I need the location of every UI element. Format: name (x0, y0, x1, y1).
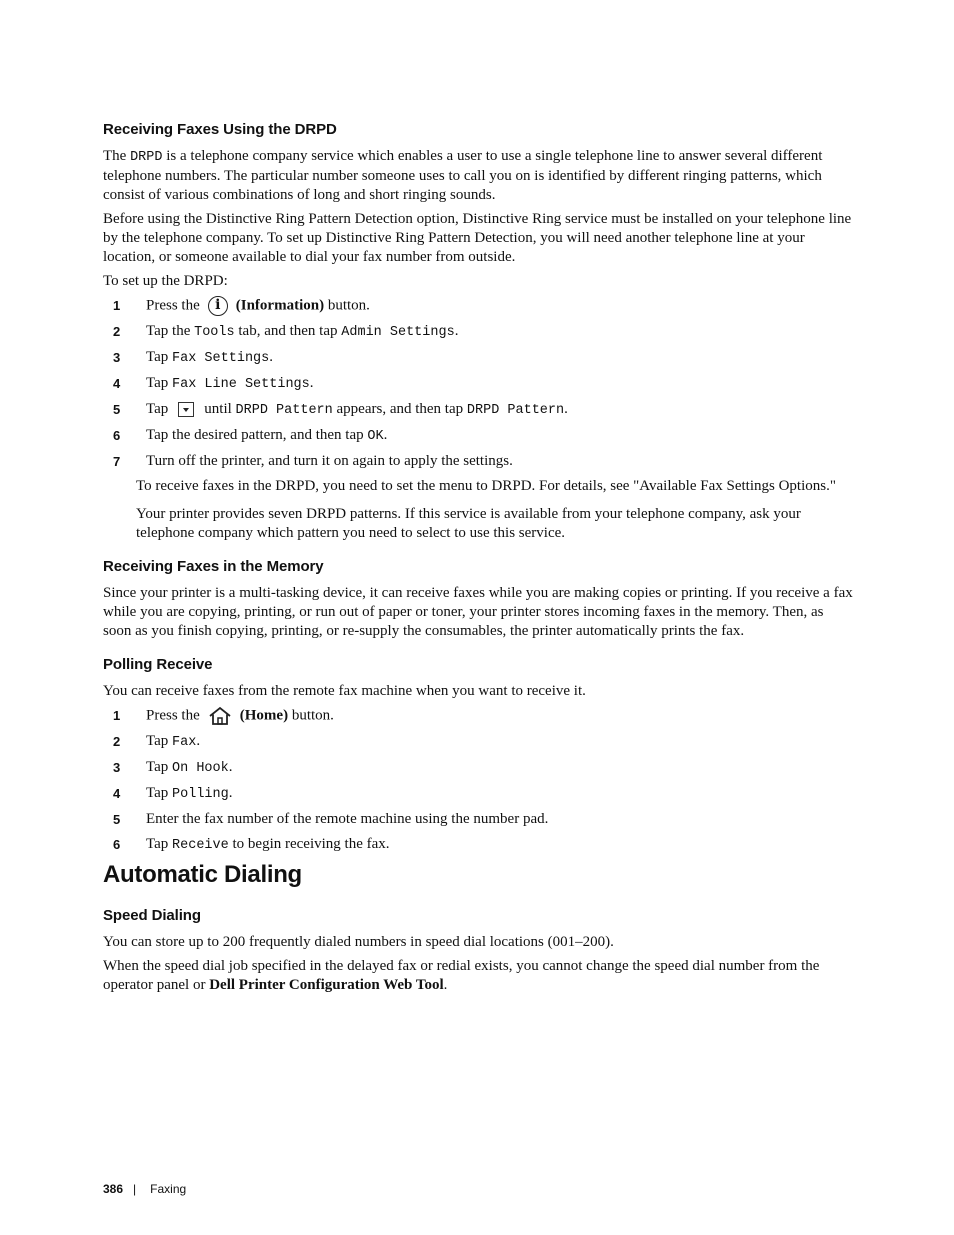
polling-step-1 (103, 706, 853, 726)
drpd-steps (103, 296, 853, 471)
code-text: Fax (172, 735, 197, 750)
text: button. (324, 297, 370, 314)
drpd-heading: Receiving Faxes Using the DRPD (103, 121, 337, 138)
step-text (146, 706, 853, 726)
text: . (196, 733, 201, 749)
automatic-dialing-heading: Automatic Dialing (103, 861, 302, 888)
step-number: 5 (113, 402, 121, 417)
step-number: 3 (113, 350, 121, 365)
drpd-step-1 (103, 296, 853, 316)
home-icon (208, 706, 232, 726)
polling-step-4 (103, 784, 853, 804)
memory-heading: Receiving Faxes in the Memory (103, 558, 324, 575)
step-text: Enter the fax number of the remote machine using the number pad. (146, 811, 549, 827)
footer-separator: | (133, 1182, 137, 1196)
text: . (383, 427, 388, 443)
code-text: DRPD Pattern (466, 403, 565, 418)
text: . (454, 323, 459, 339)
polling-step-6 (103, 835, 853, 855)
step-number: 4 (113, 376, 121, 391)
drpd-step-5 (103, 400, 853, 420)
text: . (309, 375, 314, 391)
step-text (146, 732, 853, 752)
step-text (146, 296, 853, 316)
step-text (146, 348, 853, 368)
step-text (146, 374, 853, 394)
text: Tap the (146, 323, 195, 339)
code-text: OK (367, 429, 384, 444)
code-text: Polling (172, 787, 229, 802)
code-text: Fax Settings (172, 351, 270, 366)
speed-dialing-heading: Speed Dialing (103, 907, 201, 924)
drpd-paragraph-1 (103, 147, 853, 205)
step-text: Turn off the printer, and turn it on again to apply the settings. (146, 453, 513, 469)
polling-step-3 (103, 758, 853, 778)
step-text (146, 835, 853, 855)
text: Tap the desired pattern, and then tap (146, 427, 368, 443)
polling-step-5 (103, 810, 853, 829)
step-number: 2 (113, 734, 121, 749)
memory-paragraph: Since your printer is a multi-tasking device, it can receive faxes while you are making copies or printing. If you receive a fax while you are copying, printing, or run out of paper or toner, your printer stores incoming faxes in the memory. Then, as soon as you finish copying, printing, or re-supply the consumables, the printer automatically prints the fax. (103, 585, 853, 639)
page-content (103, 121, 853, 1000)
text: Tap (146, 759, 173, 775)
page-footer (103, 1181, 186, 1197)
step-number: 5 (113, 812, 121, 827)
drpd-step-7 (103, 452, 853, 471)
bold-text: (Information) (235, 297, 325, 314)
step-number: 7 (113, 454, 121, 469)
text: Tap (146, 785, 173, 801)
text: . (269, 349, 273, 365)
drpd-step-3 (103, 348, 853, 368)
step-text (146, 322, 853, 342)
polling-steps (103, 706, 853, 855)
step-text (146, 400, 853, 420)
polling-step-2 (103, 732, 853, 752)
polling-paragraph: You can receive faxes from the remote fax machine when you want to receive it. (103, 683, 586, 699)
step-number: 1 (113, 708, 121, 723)
page-number: 386 (103, 1182, 124, 1196)
step-text (146, 784, 853, 804)
text: . (443, 977, 448, 993)
text: appears, and then tap (332, 401, 467, 417)
scroll-down-icon (178, 402, 194, 417)
drpd-paragraph-3: To set up the DRPD: (103, 273, 228, 289)
footer-section: Faxing (150, 1182, 187, 1196)
text: tab, and then tap (234, 323, 342, 339)
step-number: 6 (113, 837, 121, 852)
step-number: 1 (113, 298, 121, 313)
bold-text: (Home) (239, 707, 289, 724)
drpd-note-1: To receive faxes in the DRPD, you need to set the menu to DRPD. For details, see "Available Fax Settings Options." (136, 478, 836, 494)
text: The (103, 148, 131, 164)
code-text: DRPD Pattern (235, 403, 333, 418)
code-text: Admin Settings (341, 325, 455, 340)
text: Tap (146, 401, 169, 417)
text: Tap (146, 375, 173, 391)
text: . (228, 759, 233, 775)
code-text: Tools (194, 325, 235, 340)
step-number: 2 (113, 324, 121, 339)
step-number: 4 (113, 786, 121, 801)
drpd-note-2: Your printer provides seven DRPD patterns. If this service is available from your telephone company, ask your telephone company which pattern you need to select to use this service. (136, 506, 801, 541)
step-number: 6 (113, 428, 121, 443)
text: until (204, 401, 236, 417)
drpd-code: DRPD (130, 150, 163, 165)
code-text: Receive (172, 838, 229, 853)
polling-heading: Polling Receive (103, 656, 213, 673)
text: Tap (146, 349, 173, 365)
text: . (564, 401, 568, 417)
drpd-paragraph-2: Before using the Distinctive Ring Pattern Detection option, Distinctive Ring service must be installed on your telephone line by the telephone company. To set up Distinctive Ring Pattern Detection, you will need another telephone line at your location, or someone available to dial your fax number from outside. (103, 211, 852, 265)
code-text: On Hook (172, 761, 229, 776)
text: Press the (146, 297, 200, 314)
speed-paragraph-1: You can store up to 200 frequently dialed numbers in speed dial locations (001–200). (103, 934, 614, 950)
drpd-step-6 (103, 426, 853, 446)
text: . (228, 785, 233, 801)
drpd-step-4 (103, 374, 853, 394)
text: button. (288, 707, 334, 724)
code-text: Fax Line Settings (172, 377, 310, 392)
step-text (146, 758, 853, 778)
step-number: 3 (113, 760, 121, 775)
step-text (146, 426, 853, 446)
text: When the speed dial job specified in the delayed fax or redial exists, you cannot change the speed dial number from the operator panel or (103, 958, 820, 993)
text: Press the (146, 707, 200, 724)
text: Tap (146, 836, 173, 852)
text: Tap (146, 733, 173, 749)
text: to begin receiving the fax. (228, 836, 390, 852)
info-icon: i (208, 296, 228, 316)
text: is a telephone company service which enables a user to use a single telephone line to answer several different telephone numbers. The particular number someone uses to call you on is identified by different ringing patterns, which consist of various combinations of long and short ringing sounds. (103, 148, 823, 203)
bold-text: Dell Printer Configuration Web Tool (209, 977, 444, 993)
drpd-step-2 (103, 322, 853, 342)
speed-paragraph-2 (103, 957, 853, 995)
